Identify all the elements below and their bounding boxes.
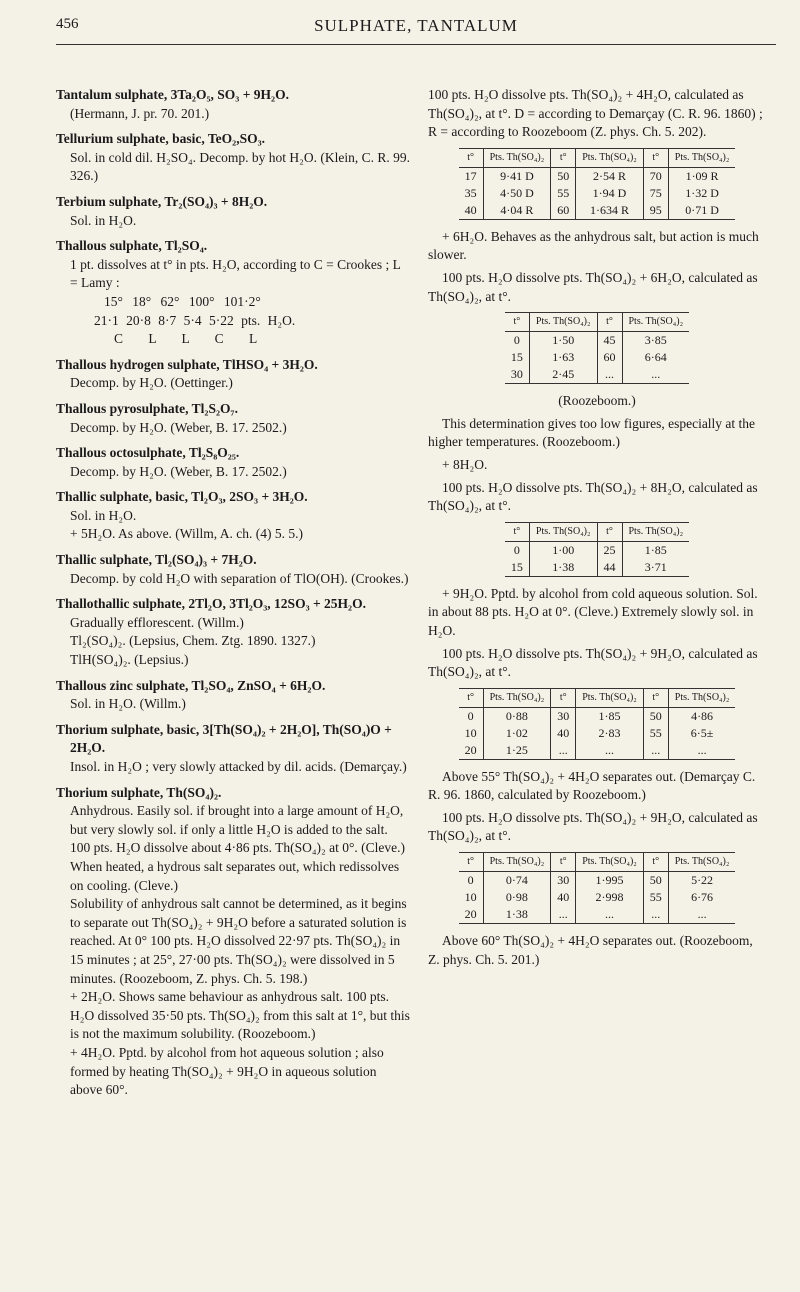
- table-row: [459, 725, 736, 742]
- table-row: [459, 872, 736, 890]
- table-row: [505, 332, 689, 350]
- column-header: t°: [459, 148, 484, 167]
- column-header: Pts. Th(SO₄)₂: [483, 688, 551, 707]
- entry-thallic-sulphate-basic: [56, 488, 410, 544]
- table-row: [459, 202, 736, 220]
- table-cell: 0·98: [483, 889, 551, 906]
- header-rule: [56, 44, 776, 45]
- table-cell: 0: [467, 873, 474, 888]
- entry-title: Thallous pyrosulphate, Tl₂S₂O₇.: [56, 400, 238, 416]
- running-head: SULPHATE, TANTALUM: [314, 16, 518, 35]
- table-cell: 1·63: [529, 349, 597, 366]
- entry-thorium-sulphate-basic: [56, 721, 410, 777]
- entry-title: Thorium sulphate, Th(SO₄)₂.: [56, 784, 222, 800]
- column-header: Pts. Th(SO₄)₂: [576, 148, 644, 167]
- table-cell: 4·86: [668, 707, 735, 725]
- table-cell: ...: [643, 906, 668, 924]
- entry-title: Thallothallic sulphate, 2Tl₂O, 3Tl₂O₃, 12SO₃ + 25H₂O.: [56, 596, 366, 612]
- entry-thallous-pyrosulphate: [56, 400, 410, 437]
- entry-title: Tellurium sulphate, basic, TeO₂,SO₃.: [56, 131, 266, 147]
- table-cell: ...: [576, 742, 644, 760]
- table-cell: 30: [510, 367, 523, 382]
- table-cell: 40: [464, 202, 477, 217]
- table-cell: 1·85: [622, 541, 689, 559]
- table-cell: 4·04 R: [483, 202, 551, 220]
- table-cell: 75: [643, 185, 668, 202]
- entry-text: Sol. in H₂O.: [70, 212, 137, 228]
- column-header: Pts. Th(SO₄)₂: [576, 688, 644, 707]
- table-cell: 50: [643, 872, 668, 890]
- entry-title: Thorium sulphate, basic, 3[Th(SO₄)₂ + 2H₂O], Th(SO₄)O + 2H₂O.: [56, 721, 392, 756]
- entry-title: Terbium sulphate, Tr₂(SO₄)₃ + 8H₂O.: [56, 193, 268, 209]
- column-header: Pts. Th(SO₄)₂: [529, 522, 597, 541]
- table-cell: 50: [551, 167, 576, 185]
- column-header: t°: [643, 853, 668, 872]
- left-column: [56, 86, 410, 1107]
- entry-text: 100 pts. H₂O dissolve about 4·86 pts. Th(SO₄)₂ at 0°. (Cleve.): [70, 840, 405, 856]
- entry-text: 1 pt. dissolves at t° in pts. H₂O, according to C = Crookes ; L = Lamy :: [70, 256, 401, 291]
- column-header: t°: [643, 148, 668, 167]
- table-cell: 1·32 D: [668, 185, 735, 202]
- column-header: Pts. Th(SO₄)₂: [529, 313, 597, 332]
- paragraph: + 8H₂O.: [442, 456, 488, 472]
- table-cell: 9·41 D: [483, 167, 551, 185]
- entry-text: Decomp. by H₂O. (Oettinger.): [70, 375, 233, 391]
- column-header: t°: [551, 853, 576, 872]
- table-cell: 10: [464, 890, 477, 905]
- entry-thallous-sulphate: [56, 237, 410, 349]
- table-cell: 6·76: [668, 889, 735, 906]
- entry-thorium-sulphate: [56, 784, 410, 1100]
- column-header: t°: [551, 148, 576, 167]
- entry-text: When heated, a hydrous salt separates out, which redissolves on cooling. (Cleve.): [70, 858, 400, 893]
- table-cell: 3·85: [622, 332, 689, 350]
- table-row: [505, 541, 689, 559]
- table-cell: 1·85: [576, 707, 644, 725]
- column-header: t°: [551, 688, 576, 707]
- table-cell: 2·45: [529, 366, 597, 384]
- column-header: Pts. Th(SO₄)₂: [622, 313, 689, 332]
- column-header: Pts. Th(SO₄)₂: [483, 148, 551, 167]
- solubility-table-9h2o-demarcay: [459, 688, 736, 760]
- table-cell: 0·88: [483, 707, 551, 725]
- table-cell: 55: [643, 889, 668, 906]
- table-cell: 0: [513, 333, 520, 348]
- table-cell: 3·71: [622, 559, 689, 577]
- entry-text: Sol. in cold dil. H₂SO₄. Decomp. by hot H₂O. (Klein, C. R. 99. 326.): [70, 149, 410, 184]
- solubility-table-8h2o: [505, 522, 689, 577]
- entry-text: + 4H₂O. Pptd. by alcohol from hot aqueous solution ; also formed by heating Th(SO₄)₂ + 9H₂O in aqueous solution above 60°.: [70, 1044, 384, 1098]
- table-cell: 1·50: [529, 332, 597, 350]
- table-row: [459, 185, 736, 202]
- solubility-row: 21·1 20·8 8·7 5·4 5·22 pts. H₂O.: [94, 312, 296, 328]
- table-cell: 30: [551, 707, 576, 725]
- column-header: Pts. Th(SO₄)₂: [483, 853, 551, 872]
- entry-thallic-sulphate: [56, 551, 410, 588]
- table-row: [505, 559, 689, 577]
- paragraph: Above 55° Th(SO₄)₂ + 4H₂O separates out. (Demarçay C. R. 96. 1860, calculated by Roozeboom.): [428, 768, 756, 803]
- table-header-row: [459, 148, 736, 167]
- entry-title: Thallous hydrogen sulphate, TlHSO₄ + 3H₂O.: [56, 356, 318, 372]
- table-cell: ...: [622, 366, 689, 384]
- entry-text: Insol. in H₂O ; very slowly attacked by dil. acids. (Demarçay.): [70, 759, 407, 774]
- table-cell: 55: [551, 185, 576, 202]
- table-cell: 1·995: [576, 872, 644, 890]
- table-row: [459, 707, 736, 725]
- table-cell: 0: [467, 708, 474, 723]
- table-header-row: [459, 688, 736, 707]
- table-cell: 15: [510, 559, 523, 574]
- table-cell: 95: [643, 202, 668, 220]
- column-header: t°: [597, 313, 622, 332]
- table-cell: ...: [597, 366, 622, 384]
- right-column: [428, 86, 766, 973]
- entry-thallothallic-sulphate: [56, 595, 410, 669]
- table-cell: 1·634 R: [576, 202, 644, 220]
- entry-text: (Hermann, J. pr. 70. 201.): [70, 105, 210, 121]
- column-header: t°: [643, 688, 668, 707]
- column-header: t°: [597, 522, 622, 541]
- table-cell: 40: [551, 889, 576, 906]
- table-cell: ...: [551, 742, 576, 760]
- paragraph: 100 pts. H₂O dissolve pts. Th(SO₄)₂ + 9H₂O, calculated as Th(SO₄)₂, at t°.: [428, 809, 758, 844]
- column-header: t°: [459, 853, 484, 872]
- entry-title: Thallous octosulphate, Tl₂S₈O₂₅.: [56, 445, 240, 461]
- column-header: Pts. Th(SO₄)₂: [668, 148, 735, 167]
- table-row: [459, 906, 736, 924]
- table-row: [459, 167, 736, 185]
- entry-text: Sol. in H₂O.: [70, 507, 137, 523]
- table-cell: 70: [643, 167, 668, 185]
- table-cell: 40: [551, 725, 576, 742]
- paragraph: This determination gives too low figures, especially at the higher temperatures. (Roozeboom.): [428, 415, 756, 450]
- entry-title: Thallous sulphate, Tl₂SO₄.: [56, 238, 208, 254]
- column-header: t°: [505, 522, 530, 541]
- table-cell: 2·54 R: [576, 167, 644, 185]
- column-header: Pts. Th(SO₄)₂: [622, 522, 689, 541]
- table-row: [459, 742, 736, 760]
- table-cell: 17: [464, 168, 477, 183]
- table-cell: 60: [597, 349, 622, 366]
- paragraph: + 6H₂O. Behaves as the anhydrous salt, but action is much slower.: [428, 228, 759, 263]
- paragraph: 100 pts. H₂O dissolve pts. Th(SO₄)₂ + 8H₂O, calculated as Th(SO₄)₂, at t°.: [428, 479, 758, 514]
- table-cell: 20: [464, 742, 477, 757]
- entry-text: Tl₂(SO₄)₂. (Lepsius, Chem. Ztg. 1890. 1327.): [70, 633, 316, 649]
- table-cell: 1·38: [529, 559, 597, 577]
- table-header-row: [505, 522, 689, 541]
- entry-thallous-octosulphate: [56, 444, 410, 481]
- column-header: Pts. Th(SO₄)₂: [668, 688, 735, 707]
- table-cell: ...: [668, 906, 735, 924]
- table-cell: 0·71 D: [668, 202, 735, 220]
- table-cell: 1·00: [529, 541, 597, 559]
- table-cell: 30: [551, 872, 576, 890]
- entry-text: + 5H₂O. As above. (Willm, A. ch. (4) 5. 5.): [70, 526, 303, 542]
- table-cell: 35: [464, 185, 477, 200]
- table-cell: 10: [464, 725, 477, 740]
- table-cell: 44: [597, 559, 622, 577]
- entry-terbium-sulphate: [56, 193, 410, 230]
- table-cell: 0·74: [483, 872, 551, 890]
- entry-thallous-hydrogen-sulphate: [56, 356, 410, 393]
- table-cell: 25: [597, 541, 622, 559]
- solubility-table-6h2o: [505, 312, 689, 384]
- entry-tellurium-sulphate: [56, 130, 410, 186]
- table-cell: 6·5±: [668, 725, 735, 742]
- table-cell: 1·25: [483, 742, 551, 760]
- temperature-row: 15° 18° 62° 100° 101·2°: [104, 293, 261, 309]
- table-cell: 2·83: [576, 725, 644, 742]
- table-cell: 1·02: [483, 725, 551, 742]
- table-cell: 55: [643, 725, 668, 742]
- table-cell: 60: [551, 202, 576, 220]
- entry-text: Decomp. by cold H₂O with separation of TlO(OH). (Crookes.): [70, 570, 409, 586]
- page-header: [56, 16, 776, 40]
- source-row: C L L C L: [114, 331, 258, 347]
- solubility-table-9h2o-roozeboom: [459, 852, 736, 924]
- table-header-row: [505, 313, 689, 332]
- table-cell: ...: [643, 742, 668, 760]
- table-cell: ...: [668, 742, 735, 760]
- entry-text: TlH(SO₄)₂. (Lepsius.): [70, 652, 189, 668]
- entry-text: Gradually efflorescent. (Willm.): [70, 614, 244, 630]
- entry-title: Thallous zinc sulphate, Tl₂SO₄, ZnSO₄ + 6H₂O.: [56, 677, 326, 693]
- table-row: [459, 889, 736, 906]
- table-cell: 4·50 D: [483, 185, 551, 202]
- table-row: [505, 349, 689, 366]
- table-header-row: [459, 853, 736, 872]
- entry-text: Solubility of anhydrous salt cannot be determined, as it begins to separate out Th(SO₄)₂ + 9H₂O before a saturated solution is reached. At 0° 100 pts. H₂O dissolved 22·97 pts. Th(SO₄)₂ in 15 minutes ; at 25°, 27·00 pts. Th(SO₄)₂ were dissolved in 5 minutes. (Roozeboom, Z. phys. Ch. 5. 198.): [70, 896, 407, 986]
- table-cell: ...: [576, 906, 644, 924]
- table-cell: ...: [551, 906, 576, 924]
- table-cell: 1·09 R: [668, 167, 735, 185]
- paragraph: Above 60° Th(SO₄)₂ + 4H₂O separates out. (Roozeboom, Z. phys. Ch. 5. 201.): [428, 933, 753, 967]
- paragraph: 100 pts. H₂O dissolve pts. Th(SO₄)₂ + 6H₂O, calculated as Th(SO₄)₂, at t°.: [428, 269, 758, 304]
- table-cell: 1·38: [483, 906, 551, 924]
- entry-text: + 2H₂O. Shows same behaviour as anhydrous salt. 100 pts. H₂O dissolved 35·50 pts. Th(SO₄)₂ from this salt at 1°, but this is not the maximum solubility. (Roozeboom.): [70, 989, 410, 1042]
- table-cell: 15: [510, 350, 523, 365]
- paragraph: 100 pts. H₂O dissolve pts. Th(SO₄)₂ + 4H₂O, calculated as Th(SO₄)₂, at t°. D = according to Demarçay (C. R. 96. 1860) ; R = according to Roozeboom (Z. phys. Ch. 5. 202).: [428, 87, 763, 140]
- table-cell: 2·998: [576, 889, 644, 906]
- table-cell: 5·22: [668, 872, 735, 890]
- entry-title: Thallic sulphate, Tl₂(SO₄)₃ + 7H₂O.: [56, 552, 257, 568]
- column-header: t°: [505, 313, 530, 332]
- table-caption: (Roozeboom.): [558, 393, 636, 409]
- table-cell: 0: [513, 542, 520, 557]
- paragraph: + 9H₂O. Pptd. by alcohol from cold aqueous solution. Sol. in about 88 pts. H₂O at 0°. (Cleve.) Extremely slowly sol. in H₂O.: [428, 585, 758, 638]
- entry-title: Tantalum sulphate, 3Ta₂O₅, SO₃ + 9H₂O.: [56, 87, 289, 102]
- entry-text: Decomp. by H₂O. (Weber, B. 17. 2502.): [70, 419, 287, 435]
- entry-text: Anhydrous. Easily sol. if brought into a large amount of H₂O, but very slowly sol. if only a little H₂O is added to the salt.: [70, 803, 404, 837]
- table-row: [505, 366, 689, 384]
- entry-title: Thallic sulphate, basic, Tl₂O₃, 2SO₃ + 3H₂O.: [56, 489, 308, 505]
- table-cell: 6·64: [622, 349, 689, 366]
- entry-thallous-zinc-sulphate: [56, 677, 410, 714]
- column-header: t°: [459, 688, 484, 707]
- table-cell: 45: [597, 332, 622, 350]
- column-header: Pts. Th(SO₄)₂: [668, 853, 735, 872]
- table-cell: 1·94 D: [576, 185, 644, 202]
- entry-tantalum-sulphate: [56, 86, 410, 123]
- page-number: 456: [56, 16, 79, 32]
- table-cell: 50: [643, 707, 668, 725]
- solubility-table-4h2o: [459, 148, 736, 220]
- entry-text: Sol. in H₂O. (Willm.): [70, 696, 186, 712]
- column-header: Pts. Th(SO₄)₂: [576, 853, 644, 872]
- table-cell: 20: [464, 907, 477, 922]
- paragraph: 100 pts. H₂O dissolve pts. Th(SO₄)₂ + 9H₂O, calculated as Th(SO₄)₂, at t°.: [428, 645, 758, 680]
- entry-text: Decomp. by H₂O. (Weber, B. 17. 2502.): [70, 463, 287, 479]
